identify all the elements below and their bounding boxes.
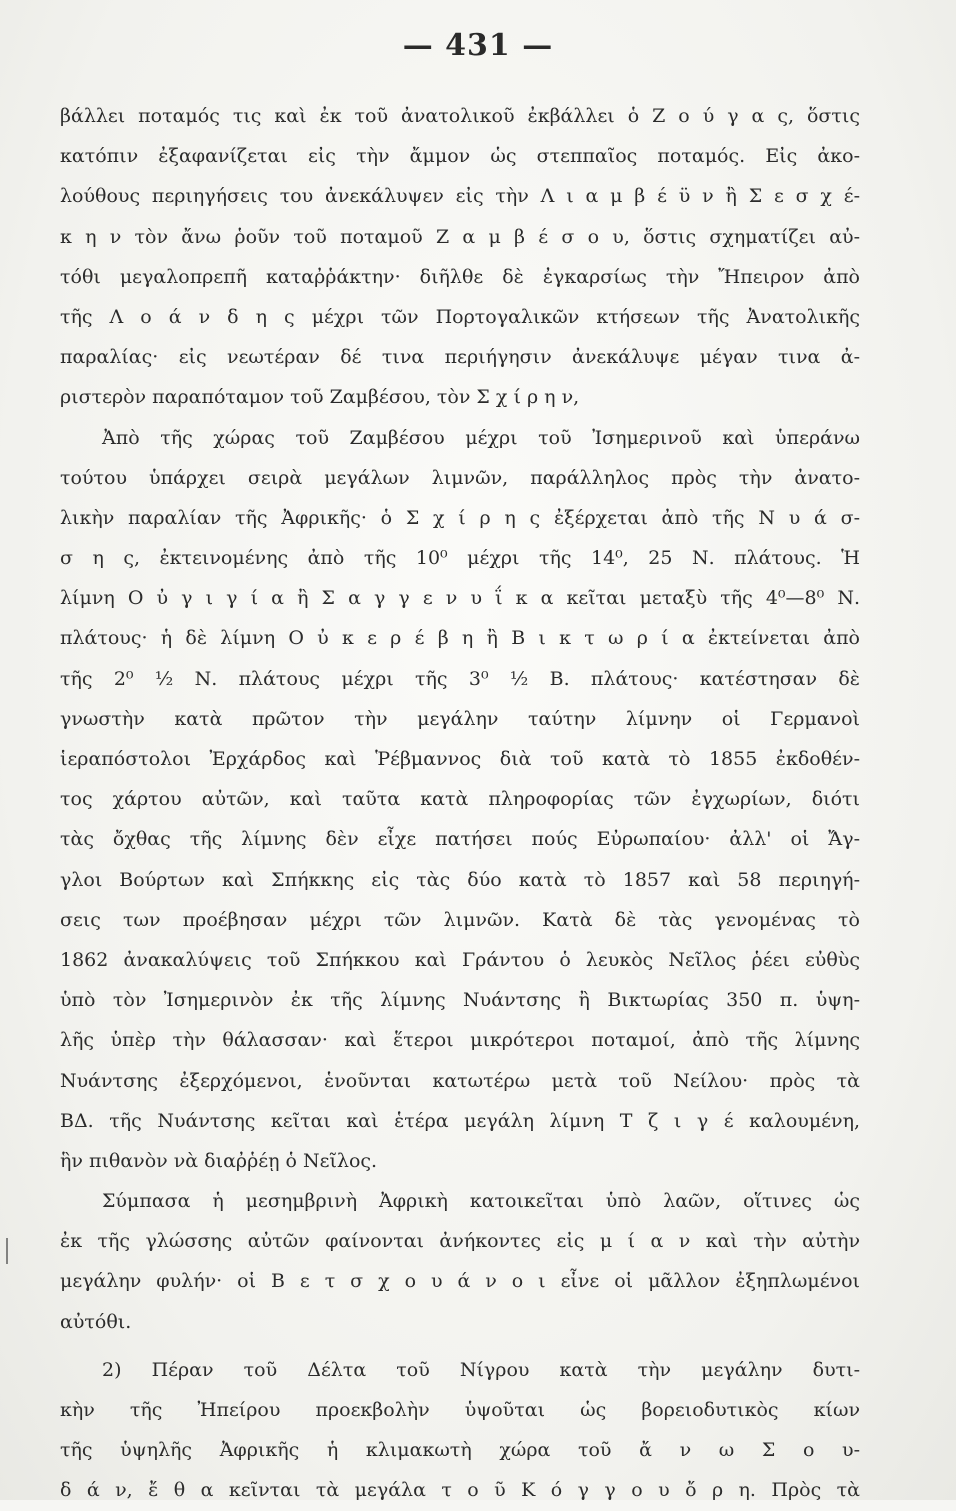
text-line: τούτου ὑπάρχει σειρὰ μεγάλων λιμνῶν, παράλληλος πρὸς τὴν ἀνατο- <box>60 466 860 489</box>
paragraph-start-line: 2) Πέραν τοῦ Δέλτα τοῦ Νίγρου κατὰ τὴν μεγάλην δυτι- <box>102 1358 860 1381</box>
text-line: 1862 ἀνακαλύψεις τοῦ Σπήκκου καὶ Γράντου ὁ λευκὸς Νεῖλος ῥέει εὐθὺς <box>60 948 860 971</box>
margin-mark <box>6 1238 8 1264</box>
text-line: τῆς 2⁰ ½ Ν. πλάτους μέχρι τῆς 3⁰ ½ Β. πλάτους· κατέστησαν δὲ <box>60 667 860 690</box>
text-line: λῆς ὑπὲρ τὴν θάλασσαν· καὶ ἕτεροι μικρότεροι ποταμοί, ἀπὸ τῆς λίμνης <box>60 1029 860 1052</box>
text-line: σ η ς, ἐκτεινομένης ἀπὸ τῆς 10⁰ μέχρι τῆς 14⁰, 25 Ν. πλάτους. Ἡ <box>60 547 860 570</box>
text-line: ἱεραπόστολοι Ἐρχάρδος καὶ Ῥέβμαννος διὰ τοῦ κατὰ τὸ 1855 ἐκδοθέν- <box>60 748 860 770</box>
text-line: ἣν πιθανὸν νὰ διαῤῥέῃ ὁ Νεῖλος. <box>60 1149 378 1172</box>
page-number: — 431 — <box>402 28 554 63</box>
text-line: παραλίας· εἰς νεωτέραν δέ τινα περιήγησιν ἀνεκάλυψε μέγαν τινα ἀ- <box>60 346 860 369</box>
text-line: τόθι μεγαλοπρεπῆ καταῤῥάκτην· διῆλθε δὲ ἐγκαρσίως τὴν Ἤπειρον ἀπὸ <box>60 265 860 288</box>
text-line: γλοι Βούρτων καὶ Σπήκκης εἰς τὰς δύο κατὰ τὸ 1857 καὶ 58 περιηγή- <box>60 868 860 891</box>
text-line: Νυάντσης ἐξερχόμενοι, ἑνοῦνται κατωτέρω μετὰ τοῦ Νείλου· πρὸς τὰ <box>60 1069 860 1092</box>
text-line: ὑπὸ τὸν Ἰσημερινὸν ἐκ τῆς λίμνης Νυάντσης ἢ Βικτωρίας 350 π. ὑψη- <box>60 989 860 1012</box>
text-line: τῆς Λ ο ά ν δ η ς μέχρι τῶν Πορτογαλικῶν κτήσεων τῆς Ἀνατολικῆς <box>60 305 860 328</box>
paragraph-start-line: Ἀπὸ τῆς χώρας τοῦ Ζαμβέσου μέχρι τοῦ Ἰσημερινοῦ καὶ ὑπεράνω <box>102 426 860 449</box>
paragraph-gap <box>60 1342 860 1350</box>
text-line: λούθους περιηγήσεις του ἀνεκάλυψεν εἰς τὴν Λ ι α μ β έ ϋ ν ἢ Σ ε σ χ έ- <box>60 185 860 208</box>
text-line: βάλλει ποταμός τις καὶ ἐκ τοῦ ἀνατολικοῦ ἐκβάλλει ὁ Ζ ο ύ γ α ς, ὅστις <box>60 105 860 127</box>
text-line: λίμνη Ο ὐ γ ι γ ί α ἢ Σ α γ γ ε ν υ ΐ κ α κεῖται μεταξὺ τῆς 4⁰—8⁰ Ν. <box>60 587 860 610</box>
body-text <box>60 96 860 1511</box>
text-line: κ η ν τὸν ἄνω ῥοῦν τοῦ ποταμοῦ Ζ α μ β έ σ ο υ, ὅστις σχηματίζει αὐ- <box>60 225 860 248</box>
text-line: σεις των προέβησαν μέχρι τῶν λιμνῶν. Κατὰ δὲ τὰς γενομένας τὸ <box>60 908 860 931</box>
text-line: κὴν τῆς Ἠπείρου προεκβολὴν ὑψοῦται ὡς βορειοδυτικὸς κίων <box>60 1399 860 1421</box>
text-line: τῆς ὑψηλῆς Ἀφρικῆς ἡ κλιμακωτὴ χώρα τοῦ ἄ ν ω Σ ο υ- <box>60 1439 860 1462</box>
paragraph-start-line: Σύμπασα ἡ μεσημβρινὴ Ἀφρικὴ κατοικεῖται ὑπὸ λαῶν, οἵτινες ὡς <box>102 1190 860 1213</box>
text-line: λικὴν παραλίαν τῆς Ἀφρικῆς· ὁ Σ χ ί ρ η ς ἐξέρχεται ἀπὸ τῆς Ν υ ά σ- <box>60 506 860 529</box>
text-line: μεγάλην φυλήν· οἱ Β ε τ σ χ ο υ ά ν ο ι εἶνε οἱ μᾶλλον ἐξηπλωμένοι <box>60 1270 860 1293</box>
text-line: τὰς ὄχθας τῆς λίμνης δὲν εἶχε πατήσει πούς Εὐρωπαίου· ἀλλ' οἱ Ἄγ- <box>60 828 860 851</box>
text-line: κατόπιν ἐξαφανίζεται εἰς τὴν ἄμμον ὡς στεππαῖος ποταμός. Εἰς ἀκο- <box>60 145 860 168</box>
text-line: ριστερὸν παραπόταμον τοῦ Ζαμβέσου, τὸν Σ χ ί ρ η ν, <box>60 386 580 409</box>
text-line: αὐτόθι. <box>60 1310 132 1333</box>
text-line: ΒΔ. τῆς Νυάντσης κεῖται καὶ ἑτέρα μεγάλη λίμνη Τ ζ ι γ έ καλουμένη, <box>60 1109 860 1132</box>
text-line: τος χάρτου αὐτῶν, καὶ ταῦτα κατὰ πληροφορίας τῶν ἐγχωρίων, διότι <box>60 788 860 811</box>
text-line: ἐκ τῆς γλώσσης αὐτῶν φαίνονται ἀνήκοντες εἰς μ ί α ν καὶ τὴν αὐτὴν <box>60 1230 860 1253</box>
text-line: πλάτους· ἡ δὲ λίμνη Ο ὐ κ ε ρ έ β η ἢ Β ι κ τ ω ρ ί α ἐκτείνεται ἀπὸ <box>60 627 860 650</box>
text-line: γνωστὴν κατὰ πρῶτον τὴν μεγάλην ταύτην λίμνην οἱ Γερμανοὶ <box>60 707 860 730</box>
text-line: δ ά ν, ἔ θ α κεῖνται τὰ μεγάλα τ ο ῦ Κ ό γ γ ο υ ὄ ρ η. Πρὸς τὰ <box>60 1479 860 1502</box>
